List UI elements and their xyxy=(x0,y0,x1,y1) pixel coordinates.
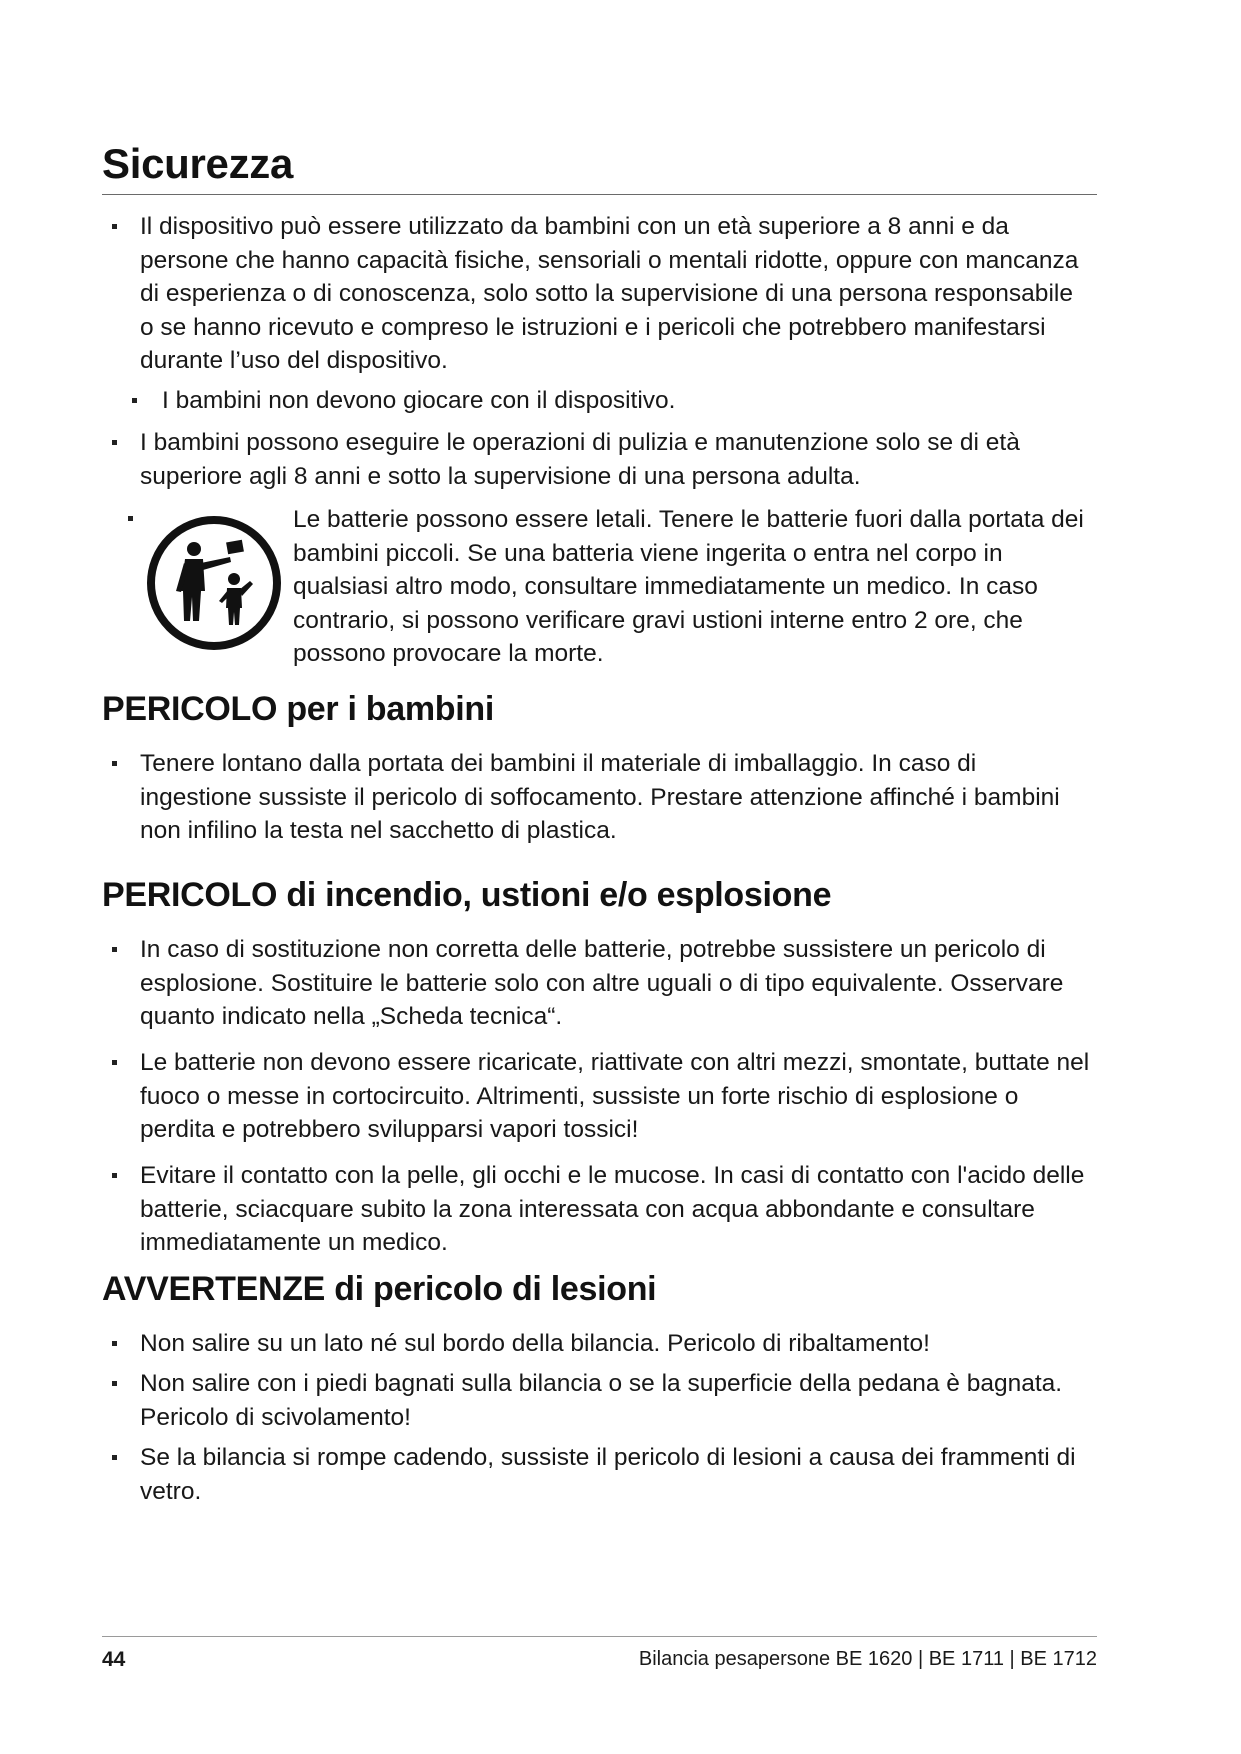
list-item: Tenere lontano dalla portata dei bambini il materiale di imballaggio. In caso di ingestione sussiste il pericolo di soffocamento. Prestare attenzione affinché i bambini non infilino la testa nel sacchetto di plastica. xyxy=(140,747,1090,848)
list-item: I bambini non devono giocare con il dispositivo. xyxy=(162,384,1062,418)
footer-product-name: Bilancia pesapersone BE 1620 | BE 1711 | BE 1712 xyxy=(638,1648,1097,1670)
section-heading: PERICOLO di incendio, ustioni e/o esplosione xyxy=(102,876,832,914)
list-item: In caso di sostituzione non corretta delle batterie, potrebbe sussistere un pericolo di esplosione. Sostituire le batterie solo con altre uguali o di tipo equivalente. Osservare quanto indicato nella „Scheda tecnica“. xyxy=(140,933,1090,1034)
section-heading: AVVERTENZE di pericolo di lesioni xyxy=(102,1270,657,1308)
section-heading: PERICOLO per i bambini xyxy=(102,690,495,728)
page-number: 44 xyxy=(102,1648,126,1671)
title-divider xyxy=(102,194,1097,195)
list-item: Evitare il contatto con la pelle, gli occhi e le mucose. In casi di contatto con l'acido delle batterie, sciacquare subito la zona interessata con acqua abbondante e consultare immediatamente un medico. xyxy=(140,1159,1090,1260)
list-item: Non salire su un lato né sul bordo della bilancia. Pericolo di ribaltamento! xyxy=(140,1327,1090,1361)
list-item: Il dispositivo può essere utilizzato da bambini con un età superiore a 8 anni e da persone che hanno capacità fisiche, sensoriali o mentali ridotte, oppure con mancanza di esperienza o di conoscenza, solo sotto la supervisione di una persona responsabile o se hanno ricevuto e compreso le istruzioni e i pericoli che potrebbero manifestarsi durante l’uso del dispositivo. xyxy=(140,210,1090,378)
list-item: I bambini possono eseguire le operazioni di pulizia e manutenzione solo se di età superiore agli 8 anni e sotto la supervisione di una persona adulta. xyxy=(140,426,1090,493)
footer-divider xyxy=(102,1636,1097,1637)
keep-away-from-children-icon xyxy=(144,513,284,653)
page-title: Sicurezza xyxy=(102,140,294,187)
battery-warning-text: Le batterie possono essere letali. Tenere le batterie fuori dalla portata dei bambini piccoli. Se una batteria viene ingerita o entra nel corpo in qualsiasi altro modo, consultare immediatamente un medico. In caso contrario, si possono verificare gravi ustioni interne entro 2 ore, che possono provocare la morte. xyxy=(293,506,1084,667)
list-bullet xyxy=(128,516,133,521)
list-item: Non salire con i piedi bagnati sulla bilancia o se la superficie della pedana è bagnata. Pericolo di scivolamento! xyxy=(140,1367,1090,1434)
list-item: Le batterie non devono essere ricaricate, riattivate con altri mezzi, smontate, buttate nel fuoco o messe in cortocircuito. Altrimenti, sussiste un forte rischio di esplosione o perdita e potrebbero svilupparsi vapori tossici! xyxy=(140,1046,1090,1147)
list-item: Se la bilancia si rompe cadendo, sussiste il pericolo di lesioni a causa dei frammenti di vetro. xyxy=(140,1441,1090,1508)
